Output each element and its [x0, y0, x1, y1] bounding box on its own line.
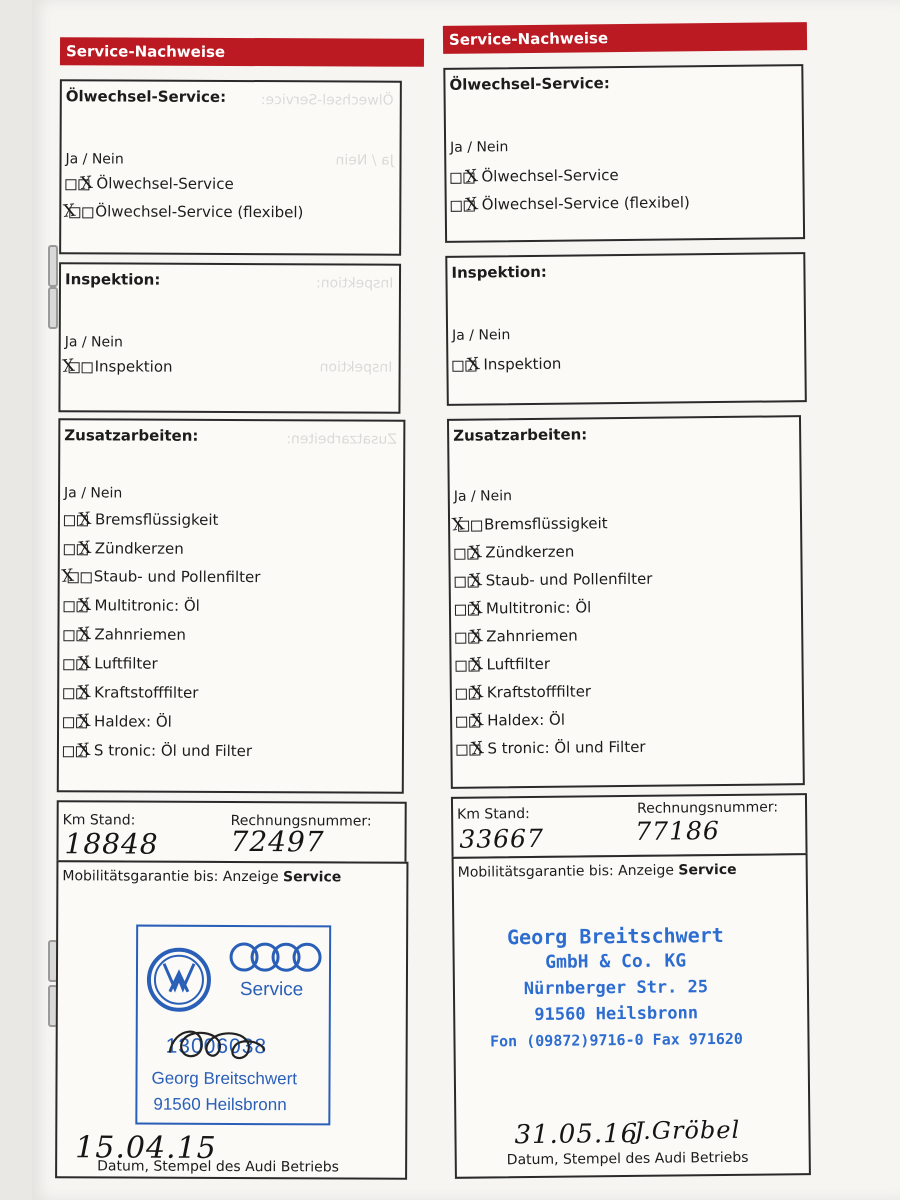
- checkbox-label: S tronic: Öl und Filter: [93, 741, 253, 761]
- check-mark: X: [60, 565, 75, 587]
- checkbox-label: Zahnriemen: [486, 626, 578, 646]
- section-title: Inspektion:: [451, 262, 547, 282]
- ghost-print: Inspektion:: [315, 275, 394, 292]
- stamp-number: 13006038: [165, 1034, 268, 1059]
- section-title: Ölwechsel-Service:: [449, 74, 610, 94]
- check-mark: X: [79, 172, 94, 194]
- section-header: Service-Nachweise: [443, 22, 807, 54]
- oil-service-box: [59, 79, 402, 255]
- checkbox-label: Kraftstofffilter: [486, 682, 592, 702]
- yes-no-label: Ja / Nein: [64, 485, 123, 502]
- checkbox-row: [64, 594, 200, 617]
- checkbox-yes[interactable]: [454, 548, 465, 559]
- check-mark: X: [464, 194, 479, 216]
- checkbox-row: [455, 625, 578, 648]
- stamp-line5: Fon (09872)9716-0 Fax 971620: [489, 1029, 744, 1051]
- checkbox-row: [455, 596, 592, 619]
- checkbox-no[interactable]: [82, 362, 93, 373]
- check-mark: X: [468, 570, 483, 592]
- checkbox-row: [454, 541, 574, 564]
- checkbox-no[interactable]: [81, 572, 92, 583]
- stamp-line2: GmbH & Co. KG: [545, 950, 687, 973]
- invoice-number-value: 77186: [635, 816, 720, 846]
- section-title: Ölwechsel-Service:: [65, 87, 227, 106]
- checkbox-row: [65, 172, 233, 195]
- invoice-number-label: Rechnungsnummer:: [636, 799, 779, 817]
- checkbox-yes[interactable]: [63, 746, 74, 757]
- checkbox-no[interactable]: [82, 207, 93, 218]
- check-mark: X: [468, 542, 483, 564]
- section-title: Zusatzarbeiten:: [453, 425, 588, 445]
- checkbox-label: Ölwechsel-Service (flexibel): [95, 202, 304, 222]
- checkbox-label: Luftfilter: [486, 654, 551, 674]
- checkbox-row: [64, 508, 219, 531]
- km-stand-label: Km Stand:: [62, 812, 136, 829]
- checkbox-yes[interactable]: [63, 630, 74, 641]
- ghost-print: Ölwechsel-Service:: [260, 92, 394, 109]
- check-mark: X: [466, 354, 481, 376]
- checkbox-yes[interactable]: [64, 544, 75, 555]
- oil-service-box: [443, 64, 805, 243]
- signature-scribble-icon: [164, 1023, 274, 1067]
- checkbox-yes[interactable]: [64, 515, 75, 526]
- service-date: 15.04.15: [75, 1130, 217, 1166]
- service-record-right: [443, 22, 803, 1169]
- checkbox-label: Staub- und Pollenfilter: [485, 569, 653, 590]
- extra-work-box: [447, 415, 805, 789]
- mileage-box: [56, 800, 406, 864]
- checkbox-label: Ölwechsel-Service: [481, 166, 619, 186]
- checkbox-label: Multitronic: Öl: [485, 598, 592, 618]
- binder-ring: [48, 245, 58, 287]
- mobility-text: Mobilitätsgarantie bis: Anzeige: [62, 868, 284, 886]
- checkbox-row: [450, 512, 608, 536]
- checkbox-yes[interactable]: [69, 362, 80, 373]
- date-stamp-caption: Datum, Stempel des Audi Betriebs: [97, 1158, 339, 1176]
- checkbox-yes[interactable]: [455, 632, 466, 643]
- check-mark: X: [469, 626, 484, 648]
- yes-no-label: Ja / Nein: [450, 139, 509, 156]
- inspection-box: [58, 262, 401, 413]
- mobility-text: Mobilitätsgarantie bis: Anzeige: [457, 862, 679, 881]
- check-mark: X: [469, 654, 484, 676]
- checkbox-row: [455, 568, 653, 592]
- check-mark: X: [62, 200, 77, 222]
- checkbox-yes[interactable]: [452, 360, 463, 371]
- check-mark: X: [468, 598, 484, 620]
- audi-rings-icon: [228, 941, 324, 973]
- checkbox-label: Kraftstofffilter: [94, 683, 199, 702]
- vw-logo-icon: [146, 947, 212, 1013]
- yes-no-label: Ja / Nein: [452, 327, 511, 344]
- checkbox-row: [63, 623, 186, 646]
- ghost-print: Zusatzarbeiten:: [286, 431, 398, 448]
- mobility-bold: Service: [678, 861, 737, 879]
- check-mark: X: [77, 710, 92, 732]
- check-mark: X: [77, 652, 92, 674]
- checkbox-row: [450, 164, 619, 188]
- stamp-service: Service: [239, 979, 304, 1001]
- ghost-print: Ja / Nein: [335, 152, 394, 169]
- checkbox-row: [456, 736, 645, 760]
- check-mark: X: [470, 738, 485, 760]
- checkbox-label: Staub- und Pollenfilter: [93, 567, 261, 587]
- checkbox-yes[interactable]: [451, 200, 462, 211]
- section-title: Zusatzarbeiten:: [64, 426, 199, 445]
- check-mark: X: [77, 594, 92, 616]
- checkbox-row: [63, 681, 198, 704]
- km-stand-value: 18848: [64, 827, 159, 861]
- extra-work-box: [57, 418, 406, 794]
- checkbox-row: [63, 739, 252, 762]
- mobility-label: [458, 862, 737, 881]
- section-header: Service-Nachweise: [60, 37, 424, 67]
- invoice-number-label: Rechnungsnummer:: [230, 812, 372, 830]
- check-mark: X: [77, 508, 93, 530]
- checkbox-yes[interactable]: [63, 688, 74, 699]
- check-mark: X: [77, 681, 92, 703]
- stamp-line1: Georg Breitschwert: [506, 922, 724, 950]
- mobility-bold: Service: [283, 869, 342, 886]
- checkbox-label: Haldex: Öl: [94, 712, 172, 731]
- check-mark: X: [77, 623, 92, 645]
- checkbox-yes[interactable]: [64, 601, 75, 612]
- checkbox-row: [452, 353, 561, 376]
- yes-no-label: Ja / Nein: [65, 151, 124, 168]
- stamp-line2: 91560 Heilsbronn: [153, 1094, 287, 1115]
- checkbox-yes[interactable]: [69, 207, 80, 218]
- checkbox-yes[interactable]: [63, 717, 74, 728]
- check-mark: X: [77, 537, 92, 559]
- ghost-print: Inspektion: [319, 359, 393, 376]
- km-stand-value: 33667: [459, 823, 545, 854]
- checkbox-yes[interactable]: [450, 172, 461, 183]
- check-mark: X: [76, 739, 92, 761]
- checkbox-row: [64, 537, 184, 560]
- checkbox-label: Inspektion: [483, 354, 562, 374]
- km-stand-label: Km Stand:: [457, 806, 530, 823]
- section-title: Inspektion:: [64, 270, 161, 289]
- stamp-line1: Georg Breitschwert: [151, 1068, 298, 1089]
- mileage-box: [451, 793, 808, 859]
- checkbox-label: Inspektion: [94, 357, 173, 376]
- date-stamp-caption: Datum, Stempel des Audi Betriebs: [506, 1149, 749, 1169]
- check-mark: X: [450, 514, 466, 536]
- checkbox-label: Multitronic: Öl: [94, 596, 200, 615]
- checkbox-yes[interactable]: [63, 659, 74, 670]
- checkbox-label: Zündkerzen: [485, 542, 575, 562]
- dealer-stamp: [135, 925, 331, 1126]
- stamp-line4: 91560 Heilsbronn: [534, 1003, 699, 1025]
- inspection-box: [445, 252, 807, 406]
- checkbox-label: Bremsflüssigkeit: [483, 514, 608, 534]
- checkbox-row: [63, 710, 172, 732]
- stamp-box: [452, 853, 811, 1179]
- checkbox-row: [62, 200, 304, 223]
- checkbox-yes[interactable]: [65, 179, 76, 190]
- checkbox-label: Luftfilter: [94, 654, 158, 673]
- signature: J.Gröbel: [634, 1115, 741, 1145]
- checkbox-label: Bremsflüssigkeit: [94, 510, 219, 529]
- stamp-box: [55, 860, 408, 1180]
- yes-no-label: Ja / Nein: [64, 334, 123, 351]
- checkbox-label: Ölwechsel-Service: [96, 174, 234, 193]
- checkbox-row: [63, 652, 158, 674]
- check-mark: X: [470, 710, 485, 732]
- checkbox-label: Ölwechsel-Service (flexibel): [481, 193, 690, 214]
- check-mark: X: [464, 166, 479, 188]
- checkbox-row: [60, 565, 261, 588]
- checkbox-yes[interactable]: [458, 520, 469, 531]
- checkbox-yes[interactable]: [456, 660, 467, 671]
- checkbox-row: [455, 653, 550, 676]
- checkbox-label: Haldex: Öl: [487, 710, 566, 730]
- check-mark: X: [469, 682, 485, 704]
- stamp-line3: Nürnberger Str. 25: [523, 977, 709, 1000]
- checkbox-yes[interactable]: [456, 688, 467, 699]
- checkbox-yes[interactable]: [456, 716, 467, 727]
- checkbox-yes[interactable]: [455, 576, 466, 587]
- yes-no-label: Ja / Nein: [453, 488, 513, 505]
- checkbox-yes[interactable]: [455, 604, 466, 615]
- checkbox-label: Zündkerzen: [94, 539, 184, 558]
- checkbox-yes[interactable]: [68, 572, 79, 583]
- mobility-label: [62, 868, 341, 885]
- checkbox-no[interactable]: [471, 520, 482, 531]
- checkbox-row: [451, 191, 690, 216]
- checkbox-row: [456, 680, 591, 703]
- dealer-stamp: [470, 922, 761, 1055]
- checkbox-label: S tronic: Öl und Filter: [487, 737, 646, 758]
- service-date: 31.05.16: [514, 1118, 639, 1151]
- checkbox-row: [456, 709, 565, 732]
- checkbox-yes[interactable]: [456, 744, 467, 755]
- binder-ring: [48, 287, 58, 329]
- checkbox-label: Zahnriemen: [94, 625, 186, 644]
- checkbox-row: [61, 355, 173, 377]
- service-record-left: [60, 37, 420, 1176]
- check-mark: X: [61, 355, 76, 377]
- invoice-number-value: 72497: [230, 824, 325, 859]
